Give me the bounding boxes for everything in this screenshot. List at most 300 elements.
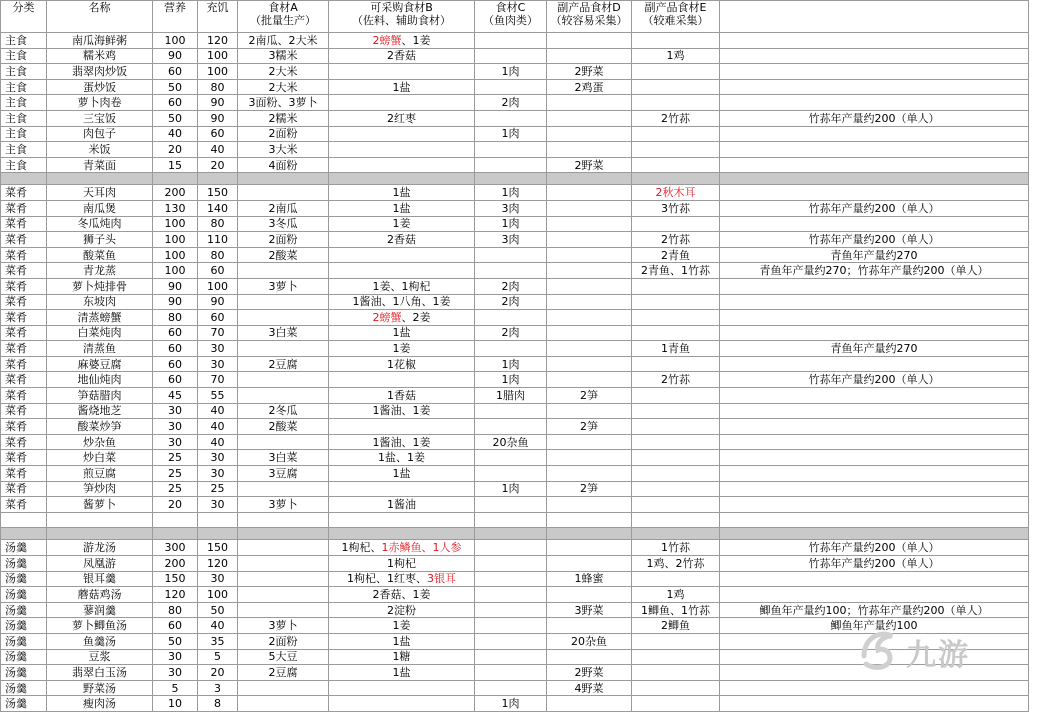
note-cell <box>720 48 1029 64</box>
ingredient-a-cell: 3萝卜 <box>238 497 329 513</box>
nutrition-cell: 90 <box>153 278 198 294</box>
note-cell <box>720 403 1029 419</box>
ingredient-b-cell <box>329 142 475 158</box>
ingredient-b-text: 1姜 <box>392 619 411 633</box>
category-cell: 菜肴 <box>1 466 47 482</box>
ingredient-a-cell: 2南瓜 <box>238 200 329 216</box>
dish-name-cell: 蓼润羹 <box>47 602 153 618</box>
dish-name-cell: 鱼羹汤 <box>47 633 153 649</box>
ingredient-a-cell: 3豆腐 <box>238 466 329 482</box>
ingredient-b-cell <box>329 497 475 513</box>
satiety-cell: 80 <box>198 247 238 263</box>
ingredient-b-text: 1酱油、1八角、1姜 <box>352 295 451 309</box>
ingredient-e-text: 1鸡 <box>666 49 685 63</box>
dish-name-cell: 蛋炒饭 <box>47 79 153 95</box>
ingredient-b-text: 1酱油、1姜 <box>372 435 431 449</box>
ingredient-e-cell <box>632 247 720 263</box>
category-cell: 主食 <box>1 64 47 80</box>
column-header-subtitle: （较难采集） <box>642 14 709 27</box>
category-cell: 菜肴 <box>1 232 47 248</box>
ingredient-b-cell <box>329 247 475 263</box>
satiety-cell: 120 <box>198 33 238 49</box>
section-divider <box>1 528 1029 540</box>
table-row <box>1 372 1029 388</box>
satiety-cell: 70 <box>198 325 238 341</box>
dish-name-cell: 酱萝卜 <box>47 497 153 513</box>
ingredient-a-cell: 2南瓜、2大米 <box>238 33 329 49</box>
note-cell <box>720 64 1029 80</box>
nutrition-cell: 60 <box>153 356 198 372</box>
ingredient-e-text: 1青鱼 <box>661 342 690 356</box>
empty-cell <box>47 173 153 185</box>
ingredient-d-cell <box>547 403 632 419</box>
ingredient-c-cell <box>475 466 547 482</box>
ingredient-c-cell <box>475 602 547 618</box>
empty-cell <box>720 528 1029 540</box>
ingredient-d-cell <box>547 232 632 248</box>
ingredient-b-text: 2香菇 <box>387 49 416 63</box>
category-cell: 菜肴 <box>1 263 47 279</box>
table-row <box>1 403 1029 419</box>
ingredient-a-cell <box>238 540 329 556</box>
ingredient-c-cell: 1肉 <box>475 216 547 232</box>
note-cell: 青鱼年产量约270；竹荪年产量约200（单人） <box>720 263 1029 279</box>
satiety-cell: 30 <box>198 356 238 372</box>
ingredient-a-cell: 2大米 <box>238 64 329 80</box>
ingredient-b-cell <box>329 696 475 712</box>
ingredient-d-cell <box>547 618 632 634</box>
ingredient-b-text: 1枸杞、1红枣、 <box>347 572 427 586</box>
nutrition-cell: 20 <box>153 497 198 513</box>
dish-name-cell: 南瓜海鲜粥 <box>47 33 153 49</box>
ingredient-a-cell: 2面粉 <box>238 633 329 649</box>
ingredient-e-cell <box>632 310 720 326</box>
dish-name-cell: 炒白菜 <box>47 450 153 466</box>
note-cell <box>720 126 1029 142</box>
ingredient-b-cell <box>329 540 475 556</box>
ingredient-d-cell <box>547 696 632 712</box>
ingredient-a-cell <box>238 556 329 572</box>
category-cell: 主食 <box>1 157 47 173</box>
column-header <box>153 1 198 33</box>
nutrition-cell: 100 <box>153 232 198 248</box>
empty-row <box>1 512 1029 528</box>
dish-name-cell: 萝卜肉卷 <box>47 95 153 111</box>
ingredient-a-cell <box>238 388 329 404</box>
note-cell: 青鱼年产量约270 <box>720 247 1029 263</box>
ingredient-c-cell: 3肉 <box>475 232 547 248</box>
note-cell <box>720 310 1029 326</box>
table-row <box>1 278 1029 294</box>
ingredient-e-cell <box>632 540 720 556</box>
ingredient-a-cell <box>238 263 329 279</box>
ingredient-a-cell: 2豆腐 <box>238 356 329 372</box>
ingredient-b-cell <box>329 185 475 201</box>
dish-name-cell: 南瓜煲 <box>47 200 153 216</box>
empty-cell <box>47 512 153 528</box>
ingredient-b-cell <box>329 64 475 80</box>
ingredient-b-cell <box>329 434 475 450</box>
ingredient-d-cell <box>547 649 632 665</box>
ingredient-a-cell: 3大米 <box>238 142 329 158</box>
category-cell: 菜肴 <box>1 434 47 450</box>
nutrition-cell: 100 <box>153 33 198 49</box>
note-cell: 竹荪年产量约200（单人） <box>720 540 1029 556</box>
ingredient-d-cell <box>547 450 632 466</box>
ingredient-e-cell <box>632 48 720 64</box>
ingredient-b-cell <box>329 649 475 665</box>
ingredient-c-cell <box>475 497 547 513</box>
ingredient-b-text: 2香菇 <box>387 232 416 246</box>
table-row <box>1 450 1029 466</box>
column-header-subtitle: （佐料、辅助食材） <box>352 14 451 27</box>
ingredient-b-text: 1枸杞、 <box>341 541 382 555</box>
table-row <box>1 200 1029 216</box>
ingredient-c-cell: 2肉 <box>475 294 547 310</box>
column-header <box>547 1 632 33</box>
empty-cell <box>198 512 238 528</box>
ingredient-b-cell <box>329 216 475 232</box>
category-cell: 汤羹 <box>1 680 47 696</box>
ingredient-a-cell: 2冬瓜 <box>238 403 329 419</box>
ingredient-b-cell <box>329 602 475 618</box>
ingredient-b-text: 1盐 <box>392 466 411 480</box>
ingredient-c-cell <box>475 247 547 263</box>
column-header <box>47 1 153 33</box>
satiety-cell: 150 <box>198 540 238 556</box>
table-row <box>1 157 1029 173</box>
ingredient-b-cell <box>329 95 475 111</box>
ingredient-d-cell: 2野菜 <box>547 64 632 80</box>
ingredient-e-text: 2竹荪 <box>661 111 690 125</box>
ingredient-b-text: 2红枣 <box>387 111 416 125</box>
satiety-cell: 40 <box>198 403 238 419</box>
ingredient-e-cell <box>632 33 720 49</box>
empty-cell <box>329 528 475 540</box>
dish-name-cell: 酸菜炒笋 <box>47 419 153 435</box>
ingredient-e-cell <box>632 556 720 572</box>
table-row <box>1 434 1029 450</box>
watermark-text: 九游 <box>906 638 970 673</box>
ingredient-c-cell <box>475 450 547 466</box>
ingredient-d-cell: 2野菜 <box>547 665 632 681</box>
note-cell <box>720 325 1029 341</box>
note-cell <box>720 680 1029 696</box>
satiety-cell: 90 <box>198 110 238 126</box>
column-header-title: 充饥 <box>206 1 229 14</box>
ingredient-c-cell <box>475 665 547 681</box>
dish-name-cell: 萝卜炖排骨 <box>47 278 153 294</box>
ingredient-e-cell <box>632 142 720 158</box>
column-header-subtitle: （较容易采集） <box>550 14 628 27</box>
dish-name-cell: 冬瓜炖肉 <box>47 216 153 232</box>
ingredient-e-text: 1竹荪 <box>661 541 690 555</box>
category-cell: 主食 <box>1 110 47 126</box>
category-cell: 汤羹 <box>1 587 47 603</box>
ingredient-e-cell <box>632 110 720 126</box>
table-row <box>1 142 1029 158</box>
satiety-cell: 100 <box>198 48 238 64</box>
ingredient-d-cell <box>547 587 632 603</box>
table-row <box>1 216 1029 232</box>
empty-cell <box>632 512 720 528</box>
note-cell: 青鱼年产量约270 <box>720 341 1029 357</box>
note-cell <box>720 356 1029 372</box>
ingredient-b-text: 1盐 <box>392 326 411 340</box>
nutrition-cell: 200 <box>153 556 198 572</box>
note-cell: 鲫鱼年产量约100；竹荪年产量约200（单人） <box>720 602 1029 618</box>
ingredient-c-cell: 1肉 <box>475 372 547 388</box>
ingredient-a-cell <box>238 571 329 587</box>
nutrition-cell: 130 <box>153 200 198 216</box>
ingredient-b-cell <box>329 403 475 419</box>
ingredient-e-cell <box>632 95 720 111</box>
empty-cell <box>329 512 475 528</box>
dish-name-cell: 游龙汤 <box>47 540 153 556</box>
ingredient-d-cell <box>547 200 632 216</box>
note-cell <box>720 33 1029 49</box>
nutrition-cell: 150 <box>153 571 198 587</box>
note-cell <box>720 294 1029 310</box>
ingredient-c-cell: 1肉 <box>475 126 547 142</box>
ingredient-c-cell: 2肉 <box>475 325 547 341</box>
ingredient-e-text: 2青鱼、1竹荪 <box>641 264 710 278</box>
ingredient-a-cell: 2大米 <box>238 79 329 95</box>
note-cell: 竹荪年产量约200（单人） <box>720 556 1029 572</box>
note-cell <box>720 388 1029 404</box>
empty-cell <box>720 173 1029 185</box>
dish-name-cell: 翡翠白玉汤 <box>47 665 153 681</box>
ingredient-d-cell <box>547 126 632 142</box>
ingredient-b-cell <box>329 48 475 64</box>
table-row <box>1 126 1029 142</box>
nutrition-cell: 30 <box>153 403 198 419</box>
empty-cell <box>329 173 475 185</box>
nutrition-cell: 40 <box>153 126 198 142</box>
ingredient-b-highlight: 2螃蟹 <box>372 310 402 324</box>
category-cell: 主食 <box>1 142 47 158</box>
ingredient-e-cell <box>632 79 720 95</box>
column-header-title: 营养 <box>164 1 186 14</box>
satiety-cell: 70 <box>198 372 238 388</box>
ingredient-e-cell <box>632 466 720 482</box>
ingredient-b-cell <box>329 618 475 634</box>
category-cell: 菜肴 <box>1 200 47 216</box>
column-header-title: 名称 <box>88 1 111 14</box>
watermark-logo <box>856 626 1036 676</box>
ingredient-b-text: 1盐 <box>392 80 411 94</box>
ingredient-b-highlight: 1赤鳞鱼、1人参 <box>381 541 462 555</box>
table-row <box>1 263 1029 279</box>
ingredient-b-cell <box>329 388 475 404</box>
satiety-cell: 30 <box>198 571 238 587</box>
ingredient-b-text: 1盐 <box>392 665 411 679</box>
table-row <box>1 33 1029 49</box>
ingredient-b-cell <box>329 310 475 326</box>
dish-name-cell: 东坡肉 <box>47 294 153 310</box>
table-row <box>1 571 1029 587</box>
category-cell: 菜肴 <box>1 278 47 294</box>
ingredient-a-cell: 3萝卜 <box>238 618 329 634</box>
ingredient-e-cell <box>632 481 720 497</box>
note-cell <box>720 571 1029 587</box>
ingredient-b-cell <box>329 79 475 95</box>
ingredient-a-cell: 2面粉 <box>238 232 329 248</box>
ingredient-b-text: 1姜 <box>392 342 411 356</box>
empty-cell <box>547 528 632 540</box>
ingredient-a-cell: 5大豆 <box>238 649 329 665</box>
category-cell: 菜肴 <box>1 372 47 388</box>
ingredient-a-cell <box>238 434 329 450</box>
satiety-cell: 60 <box>198 126 238 142</box>
ingredient-b-cell <box>329 419 475 435</box>
ingredient-d-cell <box>547 142 632 158</box>
table-row <box>1 48 1029 64</box>
nutrition-cell: 25 <box>153 450 198 466</box>
note-cell <box>720 142 1029 158</box>
empty-cell <box>475 173 547 185</box>
ingredient-a-cell: 4面粉 <box>238 157 329 173</box>
category-cell: 菜肴 <box>1 419 47 435</box>
satiety-cell: 40 <box>198 142 238 158</box>
nutrition-cell: 50 <box>153 110 198 126</box>
ingredient-a-cell: 2豆腐 <box>238 665 329 681</box>
ingredient-e-cell <box>632 294 720 310</box>
note-cell <box>720 278 1029 294</box>
satiety-cell: 90 <box>198 95 238 111</box>
note-cell <box>720 419 1029 435</box>
ingredient-e-cell <box>632 356 720 372</box>
ingredient-e-cell <box>632 618 720 634</box>
nutrition-cell: 60 <box>153 325 198 341</box>
nutrition-cell: 80 <box>153 310 198 326</box>
nutrition-cell: 100 <box>153 247 198 263</box>
note-cell: 竹荪年产量约200（单人） <box>720 200 1029 216</box>
ingredient-e-cell <box>632 680 720 696</box>
ingredient-a-cell: 2酸菜 <box>238 247 329 263</box>
dish-name-cell: 地仙炖肉 <box>47 372 153 388</box>
column-header <box>238 1 329 33</box>
dish-name-cell: 炒杂鱼 <box>47 434 153 450</box>
ingredient-b-cell <box>329 372 475 388</box>
ingredient-d-cell: 2鸡蛋 <box>547 79 632 95</box>
ingredient-b-tail: 、1姜 <box>401 33 431 47</box>
ingredient-e-cell <box>632 185 720 201</box>
column-header-title: 食材C <box>495 1 526 14</box>
ingredient-d-cell <box>547 278 632 294</box>
ingredient-b-highlight: 2螃蟹 <box>372 33 402 47</box>
ingredient-c-cell <box>475 419 547 435</box>
ingredient-e-cell <box>632 602 720 618</box>
ingredient-d-cell <box>547 294 632 310</box>
column-header <box>632 1 720 33</box>
ingredient-e-cell <box>632 157 720 173</box>
note-cell: 鲫鱼年产量约100 <box>720 618 1029 634</box>
nutrition-cell: 100 <box>153 216 198 232</box>
empty-cell <box>632 528 720 540</box>
nutrition-cell: 30 <box>153 434 198 450</box>
ingredient-c-cell <box>475 587 547 603</box>
ingredient-b-cell <box>329 294 475 310</box>
category-cell: 菜肴 <box>1 341 47 357</box>
empty-cell <box>238 512 329 528</box>
ingredient-a-cell: 2面粉 <box>238 126 329 142</box>
ingredient-c-cell <box>475 618 547 634</box>
column-header-title: 食材A <box>268 1 298 14</box>
ingredient-d-cell <box>547 434 632 450</box>
ingredient-d-cell: 2野菜 <box>547 157 632 173</box>
table-row <box>1 64 1029 80</box>
ingredient-b-cell <box>329 200 475 216</box>
ingredient-c-cell <box>475 556 547 572</box>
category-cell: 菜肴 <box>1 497 47 513</box>
table-row <box>1 419 1029 435</box>
category-cell: 汤羹 <box>1 633 47 649</box>
ingredient-d-cell: 3野菜 <box>547 602 632 618</box>
dish-name-cell: 狮子头 <box>47 232 153 248</box>
nutrition-cell: 25 <box>153 466 198 482</box>
satiety-cell: 100 <box>198 278 238 294</box>
ingredient-e-cell <box>632 696 720 712</box>
ingredient-e-text: 1鸡、2竹荪 <box>646 556 705 570</box>
ingredient-c-cell <box>475 110 547 126</box>
nutrition-cell: 90 <box>153 294 198 310</box>
ingredient-d-cell <box>547 263 632 279</box>
dish-name-cell: 三宝饭 <box>47 110 153 126</box>
ingredient-a-cell <box>238 310 329 326</box>
dish-name-cell: 白菜炖肉 <box>47 325 153 341</box>
dish-name-cell: 米饭 <box>47 142 153 158</box>
category-cell: 汤羹 <box>1 556 47 572</box>
ingredient-b-cell <box>329 232 475 248</box>
header-row <box>1 1 1029 33</box>
note-cell <box>720 216 1029 232</box>
ingredient-e-text: 2竹荪 <box>661 373 690 387</box>
satiety-cell: 80 <box>198 79 238 95</box>
table-row <box>1 325 1029 341</box>
category-cell: 菜肴 <box>1 325 47 341</box>
ingredient-c-cell <box>475 571 547 587</box>
empty-cell <box>1 173 47 185</box>
ingredient-b-text: 1酱油 <box>387 498 416 512</box>
ingredient-b-text: 1酱油、1姜 <box>372 404 431 418</box>
nutrition-cell: 300 <box>153 540 198 556</box>
ingredient-d-cell <box>547 33 632 49</box>
ingredient-b-cell <box>329 325 475 341</box>
satiety-cell: 60 <box>198 310 238 326</box>
satiety-cell: 90 <box>198 294 238 310</box>
category-cell: 汤羹 <box>1 602 47 618</box>
table-row <box>1 481 1029 497</box>
ingredient-e-text: 1鲫鱼、1竹荪 <box>641 603 710 617</box>
table-row <box>1 497 1029 513</box>
table-row <box>1 95 1029 111</box>
ingredient-c-cell <box>475 403 547 419</box>
column-header <box>475 1 547 33</box>
ingredient-b-text: 1盐 <box>392 201 411 215</box>
ingredient-b-text: 1姜、1枸杞 <box>372 279 431 293</box>
table-row <box>1 696 1029 712</box>
nutrition-cell: 50 <box>153 633 198 649</box>
ingredient-e-text: 3竹荪 <box>661 201 690 215</box>
ingredient-b-text: 1盐 <box>392 186 411 200</box>
ingredient-c-cell <box>475 142 547 158</box>
ingredient-d-cell <box>547 95 632 111</box>
dish-name-cell: 野菜汤 <box>47 680 153 696</box>
ingredient-e-cell <box>632 126 720 142</box>
table-row <box>1 185 1029 201</box>
jiuyou-logo-icon <box>856 626 902 672</box>
